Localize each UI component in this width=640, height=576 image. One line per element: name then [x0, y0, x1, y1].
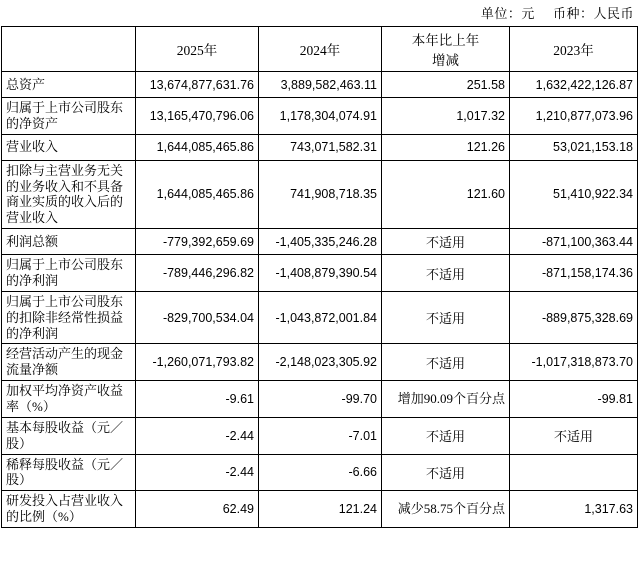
row-label: 扣除与主营业务无关的业务收入和不具备商业实质的收入后的营业收入	[2, 160, 136, 228]
table-cell: 不适用	[382, 291, 510, 344]
row-label: 利润总额	[2, 229, 136, 255]
table-cell: -1,017,318,873.70	[510, 344, 638, 381]
table-cell: -2,148,023,305.92	[259, 344, 382, 381]
table-cell: -789,446,296.82	[136, 255, 259, 292]
table-cell: 不适用	[510, 417, 638, 454]
table-cell: 1,210,877,073.96	[510, 98, 638, 135]
table-cell: 不适用	[382, 229, 510, 255]
table-cell: -889,875,328.69	[510, 291, 638, 344]
table-cell: -1,408,879,390.54	[259, 255, 382, 292]
table-cell: 13,165,470,796.06	[136, 98, 259, 135]
table-cell: -829,700,534.04	[136, 291, 259, 344]
table-cell: -99.81	[510, 381, 638, 418]
header-cell-2025: 2025年	[136, 27, 259, 72]
unit-note	[0, 0, 640, 26]
table-cell: 不适用	[382, 344, 510, 381]
table-cell: 1,017.32	[382, 98, 510, 135]
table-cell: -2.44	[136, 417, 259, 454]
header-cell-2023: 2023年	[510, 27, 638, 72]
table-cell: 121.24	[259, 491, 382, 528]
table-cell: -779,392,659.69	[136, 229, 259, 255]
table-cell: 不适用	[382, 417, 510, 454]
table-row	[2, 381, 638, 418]
row-label: 总资产	[2, 72, 136, 98]
row-label: 稀释每股收益（元／股）	[2, 454, 136, 491]
table-cell: 增加90.09个百分点	[382, 381, 510, 418]
table-cell: -6.66	[259, 454, 382, 491]
row-label: 归属于上市公司股东的扣除非经常性损益的净利润	[2, 291, 136, 344]
table-cell: 1,178,304,074.91	[259, 98, 382, 135]
table-cell: 62.49	[136, 491, 259, 528]
table-cell: -1,043,872,001.84	[259, 291, 382, 344]
table-cell: 1,644,085,465.86	[136, 160, 259, 228]
table-cell: 53,021,153.18	[510, 134, 638, 160]
table-header-row	[2, 27, 638, 72]
table-cell	[510, 454, 638, 491]
table-header	[2, 27, 638, 72]
table-cell: 251.58	[382, 72, 510, 98]
table-cell: 3,889,582,463.11	[259, 72, 382, 98]
row-label: 营业收入	[2, 134, 136, 160]
table-cell: 减少58.75个百分点	[382, 491, 510, 528]
unit-label: 单位：元	[480, 6, 535, 21]
table-cell: 51,410,922.34	[510, 160, 638, 228]
row-label: 归属于上市公司股东的净利润	[2, 255, 136, 292]
table-row	[2, 454, 638, 491]
header-cell-2024: 2024年	[259, 27, 382, 72]
table-cell: -1,260,071,793.82	[136, 344, 259, 381]
table-row	[2, 417, 638, 454]
table-cell: -99.70	[259, 381, 382, 418]
table-cell: 121.60	[382, 160, 510, 228]
table-row	[2, 134, 638, 160]
table-cell: 1,644,085,465.86	[136, 134, 259, 160]
row-label: 归属于上市公司股东的净资产	[2, 98, 136, 135]
table-cell: -1,405,335,246.28	[259, 229, 382, 255]
table-row	[2, 160, 638, 228]
row-label: 研发投入占营业收入的比例（%）	[2, 491, 136, 528]
table-cell: 741,908,718.35	[259, 160, 382, 228]
table-cell: -871,100,363.44	[510, 229, 638, 255]
financial-indicators-table	[1, 26, 638, 528]
currency-label: 币种：人民币	[552, 6, 634, 21]
table-row	[2, 229, 638, 255]
table-cell: 743,071,582.31	[259, 134, 382, 160]
table-row	[2, 344, 638, 381]
table-cell: -9.61	[136, 381, 259, 418]
table-cell: -7.01	[259, 417, 382, 454]
table-row	[2, 255, 638, 292]
table-row	[2, 98, 638, 135]
table-row	[2, 291, 638, 344]
table-cell: -871,158,174.36	[510, 255, 638, 292]
table-row	[2, 491, 638, 528]
table-cell: 不适用	[382, 454, 510, 491]
table-cell: 121.26	[382, 134, 510, 160]
header-cell-yoy-change: 本年比上年 增减	[382, 27, 510, 72]
table-cell: 13,674,877,631.76	[136, 72, 259, 98]
table-cell: 1,317.63	[510, 491, 638, 528]
table-body	[2, 72, 638, 528]
table-row	[2, 72, 638, 98]
table-cell: 不适用	[382, 255, 510, 292]
row-label: 经营活动产生的现金流量净额	[2, 344, 136, 381]
row-label: 基本每股收益（元／股）	[2, 417, 136, 454]
header-cell-indicator	[2, 27, 136, 72]
table-cell: -2.44	[136, 454, 259, 491]
row-label: 加权平均净资产收益率（%）	[2, 381, 136, 418]
table-cell: 1,632,422,126.87	[510, 72, 638, 98]
